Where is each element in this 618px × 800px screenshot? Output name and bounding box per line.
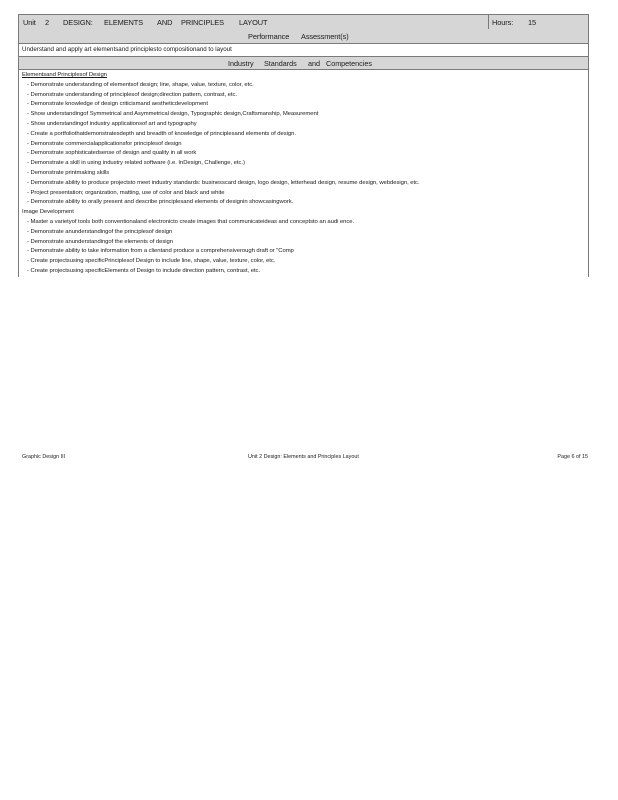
list-item: - Demonstrate a skill in using industry related software (i.e. InDesign, Challenge, etc.) (27, 160, 245, 167)
unit-header (18, 14, 589, 44)
hours-cell (488, 15, 588, 29)
footer-unit: Unit 2 Design: Elements and Principles Layout (248, 454, 359, 460)
competencies-list (18, 70, 589, 277)
unit-description: Understand and apply art elementsand principlesto compositionand to layout (18, 44, 589, 56)
page-footer (22, 454, 588, 464)
list-item: - Demonstrate ability to produce projectsto meet industry standards: businesscard design, logo design, letterhead design, resume design, webdesign, etc. (27, 179, 420, 186)
title-word-3: AND (157, 18, 173, 27)
list-item: - Create projectsusing specificPrinciplesof Design to include line, shape, value, texture, color, etc. (27, 258, 276, 265)
list-item: - Project presentation; organization, matting, use of color and black and white (27, 189, 225, 196)
title-word-5: LAYOUT (239, 18, 268, 27)
list-item: - Show understandingof industry applicationsof art and typography (27, 120, 197, 127)
list-item: - Demonstrate understanding of elementsof design; line, shape, value, texture, color, etc. (27, 81, 254, 88)
list-item: - Master a varietyof tools both conventionaland electronicto create images that communicateideas and conceptsto an audi ence. (27, 218, 355, 225)
list-item: - Demonstrate knowledge of design criticismand aestheticdevelopment (27, 101, 208, 108)
list-item: - Demonstrate understanding of principlesof design;direction pattern, contrast, etc. (27, 91, 237, 98)
list-item: - Demonstrate anunderstandingof the principlesof design (27, 228, 173, 235)
list-item: - Demonstrate ability to orally present and describe principlesand elements of designin showcasingwork. (27, 199, 294, 206)
band-word-4: Competencies (326, 59, 372, 68)
band-word-3: and (308, 59, 320, 68)
document-page (18, 14, 589, 277)
list-item: - Create projectsusing specificElements of Design to include direction pattern, contrast, etc. (27, 267, 261, 274)
list-item: - Create a portfoliothatdemonstratesdepth and breadth of knowledge of principlesand elements of design. (27, 130, 296, 137)
standards-band (18, 56, 589, 70)
title-word-1: DESIGN: (63, 18, 93, 27)
performance-assessment-row (19, 29, 588, 43)
list-item: - Demonstrate ability to take information from a clientand produce a comprehensiverough draft or "Comp (27, 248, 294, 255)
hours-value: 15 (528, 18, 537, 27)
list-item: - Demonstrate printmaking skills (27, 169, 110, 176)
title-word-2: ELEMENTS (104, 18, 144, 27)
list-item: - Demonstrate commercialapplicationsfor principlesof design (27, 140, 182, 147)
hours-label: Hours: (492, 18, 514, 27)
list-item: - Show understandingof Symmetrical and Asymmetrical design, Typographic design,Craftsmanship, Measurement (27, 111, 319, 118)
section-heading: Image Development (22, 209, 74, 216)
list-item: - Demonstrate sophisticatedsense of design and quality in all work (27, 150, 197, 157)
section-heading: Elementsand Principlesof Design (22, 72, 107, 78)
assessment-label: Assessment(s) (301, 32, 349, 41)
performance-label: Performance (248, 32, 290, 41)
unit-label: Unit (23, 18, 36, 27)
footer-course: Graphic Design III (22, 454, 66, 460)
unit-number: 2 (45, 18, 50, 27)
unit-title-cell (19, 15, 488, 29)
band-word-1: Industry (228, 59, 254, 68)
band-word-2: Standards (264, 59, 297, 68)
footer-page-number: Page 6 of 15 (557, 454, 588, 460)
title-word-4: PRINCIPLES (181, 18, 224, 27)
list-item: - Demonstrate anunderstandingof the elements of design (27, 238, 173, 245)
